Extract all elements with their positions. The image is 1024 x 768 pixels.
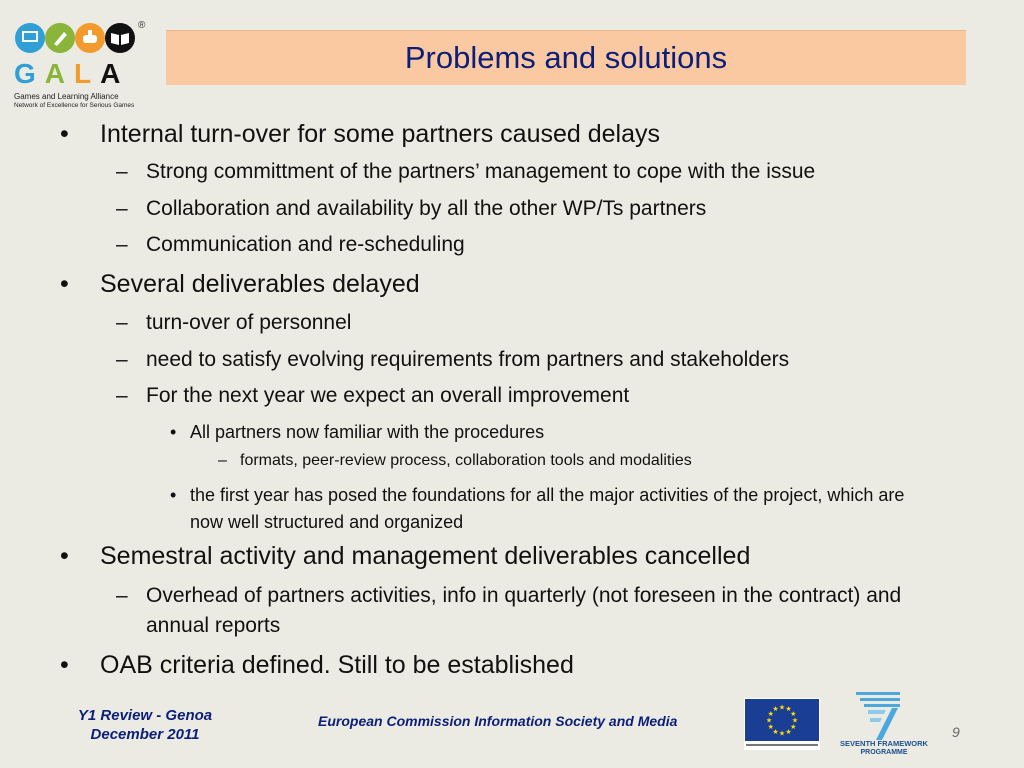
bullet-l1: • OAB criteria defined. Still to be established bbox=[60, 651, 574, 679]
eu-star-icon: ★ bbox=[765, 716, 773, 725]
bullet-marker: • bbox=[170, 485, 177, 505]
eu-star-icon: ★ bbox=[767, 723, 774, 731]
bullet-l1: • Semestral activity and management deliverables cancelled bbox=[60, 542, 751, 570]
bullet-marker: – bbox=[116, 311, 128, 334]
eu-flag-icon bbox=[744, 698, 820, 750]
bullet-marker: – bbox=[218, 452, 227, 469]
fp7-label-line1: SEVENTH FRAMEWORK bbox=[840, 739, 928, 748]
bullet-marker: • bbox=[60, 120, 69, 148]
page-number: 9 bbox=[952, 724, 960, 740]
bullet-l2: – need to satisfy evolving requirements from partners and stakeholders bbox=[116, 348, 790, 371]
eu-star-icon: ★ bbox=[772, 727, 779, 736]
bullet-l2: – Strong committment of the partners’ management to cope with the issue bbox=[116, 160, 816, 183]
bullet-marker: • bbox=[60, 651, 69, 679]
bullet-marker: • bbox=[170, 422, 177, 442]
bullet-l2: – Overhead of partners activities, info in quarterly (not foreseen in the contract) and annual reports bbox=[146, 581, 936, 641]
bullet-l2: – Communication and re-scheduling bbox=[116, 233, 465, 256]
fp7-logo bbox=[838, 690, 930, 756]
slide-title: Problems and solutions bbox=[404, 40, 728, 75]
gala-wordmark: GALA bbox=[14, 58, 130, 89]
eu-star-icon: ★ bbox=[790, 723, 797, 731]
eu-star-icon: ★ bbox=[785, 727, 792, 736]
bullet-marker: – bbox=[116, 233, 128, 256]
eu-star-icon: ★ bbox=[767, 710, 774, 718]
footer-event-line1: Y1 Review - Genoa bbox=[77, 707, 213, 724]
bullet-l1: • Several deliverables delayed bbox=[60, 270, 420, 298]
bullet-l4: – formats, peer-review process, collaboration tools and modalities bbox=[218, 452, 692, 469]
bullet-l2: – turn-over of personnel bbox=[116, 311, 352, 334]
eu-star-icon: ★ bbox=[791, 716, 799, 725]
bullet-marker: – bbox=[116, 584, 128, 607]
logo-tagline: Games and Learning Alliance bbox=[14, 92, 119, 101]
bullet-l2: – Collaboration and availability by all the other WP/Ts partners bbox=[116, 197, 707, 220]
bullet-marker: – bbox=[116, 384, 128, 407]
eu-star-icon: ★ bbox=[790, 710, 797, 718]
bullet-marker: • bbox=[60, 270, 69, 298]
gala-logo bbox=[8, 14, 150, 109]
bullet-l3: • the first year has posed the foundations for all the major activities of the project, which are now well structured and organized bbox=[190, 482, 920, 536]
eu-star-icon: ★ bbox=[785, 705, 792, 714]
bullet-marker: – bbox=[116, 160, 128, 183]
gala-logo-icons bbox=[14, 20, 138, 56]
title-bar bbox=[166, 30, 966, 85]
bullet-l1: • Internal turn-over for some partners caused delays bbox=[60, 120, 660, 148]
registered-mark: ® bbox=[138, 20, 146, 31]
bullet-marker: – bbox=[116, 348, 128, 371]
bullet-l3: • All partners now familiar with the procedures bbox=[170, 422, 545, 442]
bullet-marker: – bbox=[116, 197, 128, 220]
footer-organization: European Commission Information Society and Media bbox=[318, 713, 678, 729]
eu-star-icon: ★ bbox=[778, 729, 786, 738]
logo-subtagline: Network of Excellence for Serious Games bbox=[14, 102, 135, 109]
footer-event-line2: December 2011 bbox=[90, 726, 200, 743]
eu-star-icon: ★ bbox=[778, 703, 786, 712]
footer-event bbox=[60, 706, 230, 744]
bullet-l2: – For the next year we expect an overall improvement bbox=[116, 384, 630, 407]
bullet-marker: • bbox=[60, 542, 69, 570]
fp7-label-line2: PROGRAMME bbox=[860, 749, 908, 756]
eu-star-icon: ★ bbox=[772, 705, 779, 714]
